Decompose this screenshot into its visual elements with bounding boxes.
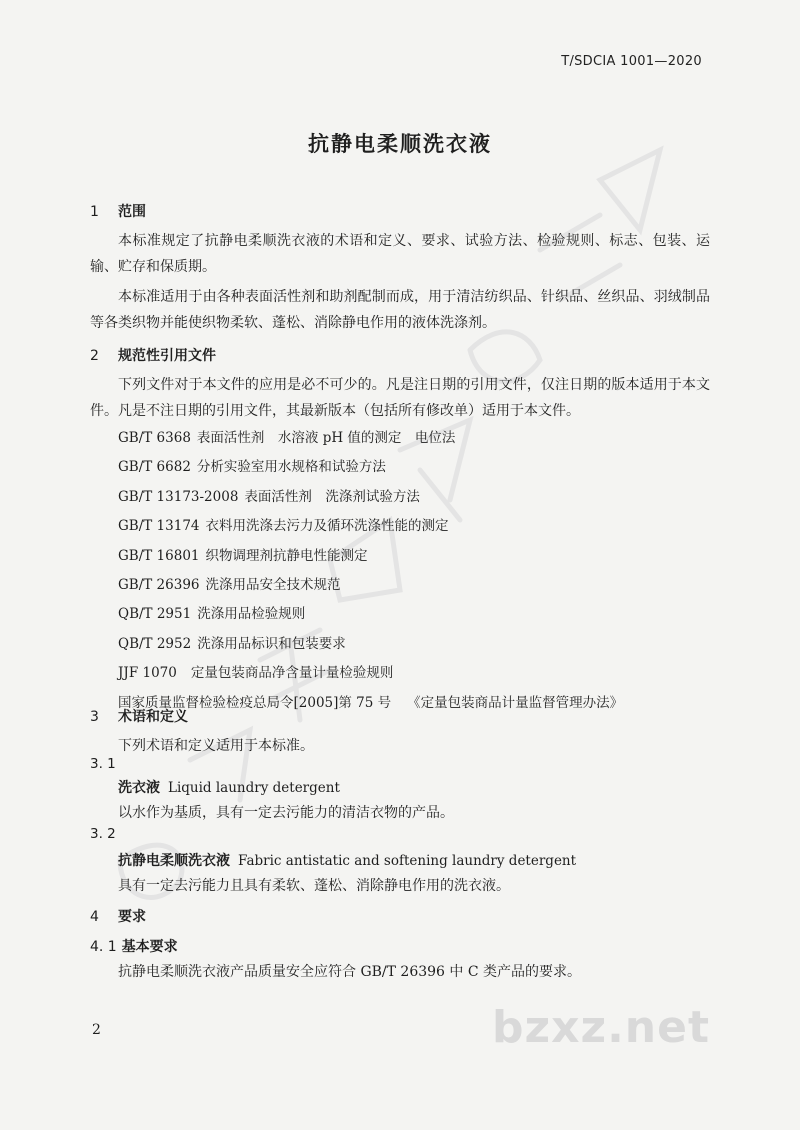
section-2-intro [90, 372, 710, 424]
term-chinese: 洗衣液 [118, 780, 160, 796]
paragraph: 下列文件对于本文件的应用是必不可少的。凡是注日期的引用文件，仅注日期的版本适用于本文件。凡是不注日期的引用文件，其最新版本（包括所有修改单）适用于本文件。 [90, 377, 710, 419]
clause-number: 3. 2 [90, 826, 116, 842]
reference-code: GB/T 6682 [118, 459, 191, 476]
reference-item [118, 663, 718, 692]
document-title: 抗静电柔顺洗衣液 [308, 132, 492, 156]
reference-title: 衣料用洗涤去污力及循环洗涤性能的测定 [205, 518, 449, 535]
reference-list [118, 428, 718, 722]
term-chinese: 抗静电柔顺洗衣液 [118, 853, 230, 869]
section-3-intro: 下列术语和定义适用于本标准。 [118, 738, 314, 754]
site-watermark: bzxz.net [491, 1002, 710, 1053]
reference-title: 织物调理剂抗静电性能测定 [205, 547, 368, 564]
reference-title: 洗涤用品检验规则 [197, 606, 306, 623]
section-title: 术语和定义 [118, 709, 188, 725]
reference-title: 洗涤用品标识和包装要求 [197, 635, 346, 652]
paragraph: 本标准规定了抗静电柔顺洗衣液的术语和定义、要求、试验方法、检验规则、标志、包装、运输、贮存和保质期。 [90, 233, 710, 275]
section-title: 范围 [118, 204, 146, 220]
section-4-heading [90, 906, 146, 926]
reference-title: 分析实验室用水规格和试验方法 [196, 459, 386, 476]
section-3-heading [90, 706, 188, 726]
reference-item [118, 546, 718, 575]
section-number: 2 [90, 348, 99, 364]
paragraph: 本标准适用于由各种表面活性剂和助剂配制而成，用于清洁纺织品、针织品、丝织品、羽绒制品等各类织物并能使织物柔软、蓬松、消除静电作用的液体洗涤剂。 [90, 289, 710, 331]
reference-code: GB/T 26396 [118, 576, 200, 593]
reference-item [118, 693, 718, 722]
section-1-heading [90, 201, 146, 221]
reference-item [118, 575, 718, 604]
reference-code: GB/T 16801 [118, 547, 200, 564]
reference-code: QB/T 2952 [118, 635, 192, 652]
reference-title: 表面活性剂 水溶液 pH 值的测定 电位法 [196, 430, 456, 446]
term-line [118, 850, 576, 870]
reference-code: QB/T 2951 [118, 606, 192, 623]
section-number: 1 [90, 204, 99, 220]
subsection-4-1-heading [90, 936, 178, 956]
section-number: 4 [90, 909, 99, 925]
section-number: 3 [90, 709, 99, 725]
section-title: 要求 [118, 909, 146, 925]
reference-title: 《定量包装商品计量监督管理办法》 [407, 694, 624, 711]
reference-item [118, 428, 718, 457]
term-english: Fabric antistatic and softening laundry detergent [238, 853, 577, 869]
reference-title: 定量包装商品净含量计量检验规则 [190, 665, 394, 682]
section-1-body [90, 228, 710, 336]
reference-item [118, 516, 718, 545]
term-definition: 以水作为基质，具有一定去污能力的清洁衣物的产品。 [118, 805, 454, 821]
subsection-title: 基本要求 [121, 939, 178, 955]
term-english: Liquid laundry detergent [168, 780, 340, 796]
reference-code: GB/T 13174 [118, 518, 200, 535]
term-line [118, 777, 340, 797]
reference-item [118, 634, 718, 663]
subsection-text: 抗静电柔顺洗衣液产品质量安全应符合 GB/T 26396 中 C 类产品的要求。 [118, 964, 582, 980]
reference-item [118, 487, 718, 516]
term-definition: 具有一定去污能力且具有柔软、蓬松、消除静电作用的洗衣液。 [118, 878, 510, 894]
reference-code: GB/T 6368 [118, 430, 191, 446]
reference-title: 表面活性剂 洗涤剂试验方法 [244, 488, 420, 505]
section-2-heading [90, 345, 216, 365]
subsection-number: 4. 1 [90, 939, 117, 955]
page-number: 2 [92, 1022, 101, 1038]
reference-item [118, 457, 718, 486]
reference-item [118, 604, 718, 633]
reference-code: JJF 1070 [118, 665, 177, 682]
reference-title: 洗涤用品安全技术规范 [205, 576, 341, 593]
clause-number: 3. 1 [90, 756, 116, 772]
reference-code: GB/T 13173-2008 [118, 488, 239, 505]
standard-code: T/SDCIA 1001—2020 [561, 54, 702, 69]
reference-code: 国家质量监督检验检疫总局令[2005]第 75 号 [118, 694, 392, 711]
section-title: 规范性引用文件 [118, 348, 216, 364]
